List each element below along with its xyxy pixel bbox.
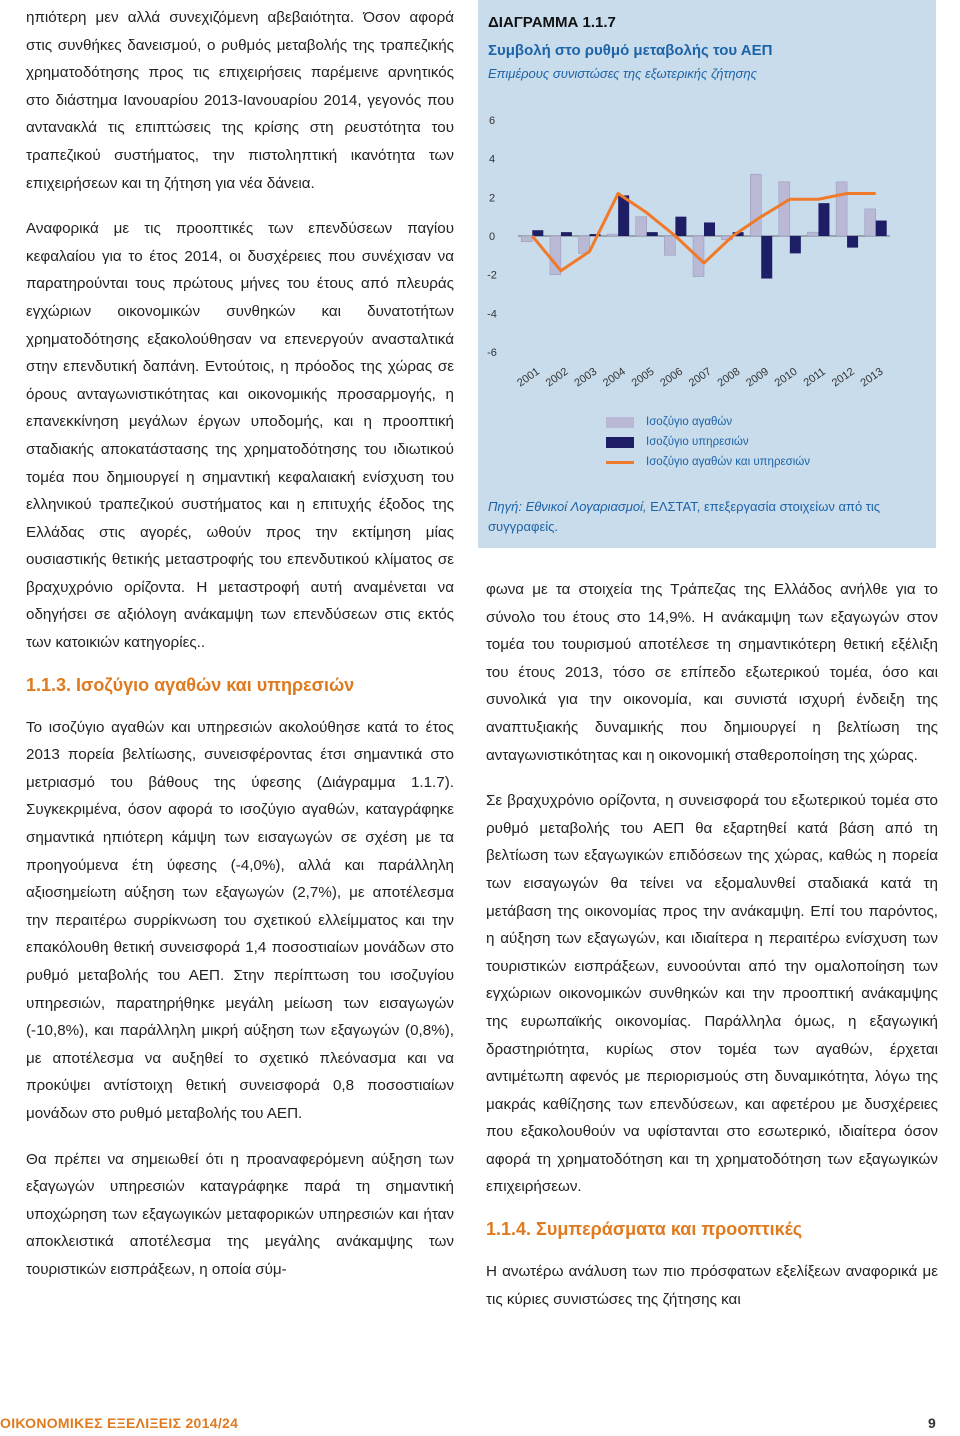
bar-goods xyxy=(521,236,532,242)
legend-swatch-total xyxy=(606,461,634,464)
y-tick-label: 2 xyxy=(488,192,496,205)
bar-services xyxy=(647,232,658,236)
bar-services xyxy=(704,222,715,236)
x-tick-label: 2009 xyxy=(744,365,771,390)
legend-label-goods: Ισοζύγιο αγαθών xyxy=(646,416,733,428)
bar-goods xyxy=(664,236,675,255)
source-text: ΕΛΣΤΑΤ, επεξεργασία στοιχείων από τις συγγραφείς. xyxy=(488,499,881,534)
page-number: 9 xyxy=(928,1415,936,1431)
chart-panel xyxy=(478,0,936,548)
bar-goods xyxy=(750,174,761,236)
bar-goods xyxy=(807,232,818,236)
bar-goods xyxy=(865,209,876,236)
y-tick-label: 0 xyxy=(488,231,496,243)
x-tick-label: 2013 xyxy=(858,365,886,390)
x-tick-label: 2011 xyxy=(801,365,828,390)
bar-goods xyxy=(779,182,790,236)
bar-services xyxy=(561,232,572,236)
y-tick-label: 6 xyxy=(488,115,496,127)
bar-services xyxy=(761,236,772,279)
chart-source xyxy=(488,497,928,537)
x-tick-label: 2001 xyxy=(515,365,543,390)
x-tick-label: 2012 xyxy=(829,365,857,390)
right-column xyxy=(486,576,938,1331)
chart-legend xyxy=(606,412,810,472)
bar-goods xyxy=(636,217,647,236)
y-tick-label: 4 xyxy=(488,153,496,166)
legend-item-services xyxy=(606,432,810,452)
right-paragraph-3: Η ανωτέρω ανάλυση των πιο πρόσφατων εξελίξεων αναφορικά με τις κύριες συνιστώσες της ζήτησης και xyxy=(486,1263,938,1308)
chart-title: Συμβολή στο ρυθμό μεταβολής του ΑΕΠ xyxy=(488,42,773,59)
y-tick-label: -6 xyxy=(487,347,497,359)
x-tick-label: 2008 xyxy=(715,365,743,390)
legend-item-goods xyxy=(606,412,810,432)
x-tick-label: 2002 xyxy=(543,365,571,390)
left-paragraph-2: Αναφορικά με τις προοπτικές των επενδύσεων παγίου κεφαλαίου για το έτος 2014, οι δυσχέρειες που συνέχισαν να παρατηρούνται τους πρώτους μήνες του έτους από πλευράς εγχώριων οικονομικών συνθηκών και δυνατοτήτων χρηματοδότησης εξακολούθησαν να επενεργούν ανασταλτικά στην επενδυτική δαπάνη. Εντούτοις, η πρόοδος της χώρας σε όρους ανταγωνιστικότητας και οικονομικής προσαρμογής, η επανεκκίνηση μεγάλων έργων υποδομής, και η προοπτική σταδιακής αποκατάστασης της χρηματοδότησης του ιδιωτικού τομέα που δημιουργεί η σημαντική κεφαλαιακή ενίσχυση του ελληνικού τραπεζικού συστήματος και η επιτυχής έξοδος της Ελλάδας στις αγορές, ωθούν προς την εκτίμηση μίας ουσιαστικής θετικής μεταστροφής του επενδυτικού κλίματος σε βραχυχρόνιο ορίζοντα. Η μεταστροφή αυτή αναμένεται να οδηγήσει σε αξιόλογη ανάκαμψη των επενδύσεων στις εκτός των κατοικιών κατηγορίες.. xyxy=(26,220,454,652)
x-tick-label: 2010 xyxy=(772,365,800,390)
left-paragraph-3: Το ισοζύγιο αγαθών και υπηρεσιών ακολούθησε κατά το έτος 2013 πορεία βελτίωσης, συνεισφέροντας έτσι σημαντικά στο μετριασμό του βάθους της ύφεσης (Διάγραμμα 1.1.7). Συγκεκριμένα, όσον αφορά το ισοζύγιο αγαθών, καταγράφηκε σημαντικά ηπιότερη κάμψη των εισαγωγών σε σχέση με τα προηγούμενα έτη ύφεσης (-4,0%), αλλά και παράλληλη αξιοσημείωτη αύξηση των εξαγωγών (2,7%), με αποτέλεσμα την περαιτέρω συρρίκνωση του σχετικού ελλείμματος και την επακόλουθη θετική συνεισφορά 1,4 ποσοστιαίων μονάδων στο ρυθμό μεταβολής του ΑΕΠ. Στην περίπτωση του ισοζυγίου υπηρεσιών, παρατηρήθηκε μεγάλη μείωση των εισαγωγών (-10,8%), και παράλληλη μικρή αύξηση των εξαγωγών (0,8%), με αποτέλεσμα να αυξηθεί το σχετικό πλεόνασμα και να προκύψει αντίστοιχη θετική συνεισφορά 0,8 ποσοστιαίων μονάδων στο ρυθμό μεταβολής του ΑΕΠ. xyxy=(26,718,454,1122)
right-paragraph-1: φωνα με τα στοιχεία της Τράπεζας της Ελλάδος ανήλθε για το σύνολο του έτους στο 14,9%. Η ανάκαμψη των εξαγωγών στον τομέα του τουρισμού αποτέλεσε τη σημαντικότερη θετική εξέλιξη του έτους 2013, τόσο σε επίπεδο εξωτερικού τομέα, όσο και συνολικά για την οικονομία, και συνιστά ισχυρή ένδειξη της αναπτυξιακής δυναμικής που δημιουργεί η βελτίωση της ανταγωνιστικότητας και η οικονομική σταθεροποίηση της χώρας. xyxy=(486,581,938,764)
legend-swatch-services xyxy=(606,437,634,448)
chart-plot xyxy=(478,96,936,406)
left-column xyxy=(26,4,454,1302)
bar-goods xyxy=(836,182,847,236)
legend-label-services: Ισοζύγιο υπηρεσιών xyxy=(646,436,749,448)
x-tick-label: 2003 xyxy=(572,365,600,390)
source-label: Πηγή: Εθνικοί Λογαριασμοί, xyxy=(488,499,647,514)
bar-services xyxy=(876,221,887,236)
right-paragraph-2: Σε βραχυχρόνιο ορίζοντα, η συνεισφορά του εξωτερικού τομέα στο ρυθμό μεταβολής του ΑΕΠ θα εξαρτηθεί κατά βάση από τη βελτίωση των εξαγωγικών επιδόσεων της χώρας, καθώς η πορεία των εισαγωγών θα τείνει να εξομαλυνθεί σταδιακά κατά τη μετάβαση της οικονομίας προς την ανάκαμψη. Επί του παρόντος, η αύξηση των εξαγωγών, και ιδιαίτερα η περαιτέρω ενίσχυση των τουριστικών εισπράξεων, ευνοούνται από την ομαλοποίηση των εγχώριων οικονομικών συνθηκών και την προοπτική ανάκαμψης της ευρωπαϊκής οικονομίας. Παράλληλα όμως, η εξαγωγική δραστηριότητα, κυρίως στον τομέα των αγαθών, έρχεται αντιμέτωπη αφενός με περιορισμούς στη δυναμικότητα, λόγω της μακράς καθίζησης των επενδύσεων, και αφετέρου με δυσχέρειες που εξακολουθούν να υφίστανται στο εσωτερικό, ιδιαίτερα όσον αφορά τη χρηματοδότηση και τη χρηματοδότηση των εξαγωγικών επιχειρήσεων. xyxy=(486,792,938,1196)
section-heading-1-1-4: 1.1.4. Συμπεράσματα και προοπτικές xyxy=(486,1219,803,1240)
section-heading-1-1-3: 1.1.3. Ισοζύγιο αγαθών και υπηρεσιών xyxy=(26,674,355,695)
left-paragraph-4: Θα πρέπει να σημειωθεί ότι η προαναφερόμενη αύξηση των εξαγωγών υπηρεσιών καταγράφηκε παρά τη σημαντική υποχώρηση των εξαγωγικών μεταφορικών υπηρεσιών και ήταν αποκλειστικά αποτέλεσμα της μεγάλης ανάκαμψης των τουριστικών εισπράξεων, η οποία σύμ- xyxy=(26,1150,454,1278)
chart-subtitle: Επιμέρους συνιστώσες της εξωτερικής ζήτησης xyxy=(488,66,757,81)
x-tick-label: 2007 xyxy=(686,365,714,390)
legend-label-total: Ισοζύγιο αγαθών και υπηρεσιών xyxy=(646,456,810,468)
legend-swatch-goods xyxy=(606,417,634,428)
legend-item-total xyxy=(606,452,810,472)
bar-goods xyxy=(607,234,618,236)
y-tick-label: -2 xyxy=(487,269,497,282)
bar-services xyxy=(532,230,543,236)
y-tick-label: -4 xyxy=(487,308,497,321)
bar-services xyxy=(675,217,686,236)
bar-services xyxy=(818,203,829,236)
footer-publication: ΟΙΚΟΝΟΜΙΚΕΣ ΕΞΕΛΙΞΕΙΣ 2014/24 xyxy=(0,1415,239,1431)
bar-services xyxy=(790,236,801,253)
x-tick-label: 2005 xyxy=(629,365,657,390)
chart-label: ΔΙΑΓΡΑΜΜΑ 1.1.7 xyxy=(488,14,616,31)
left-paragraph-1: ηπιότερη μεν αλλά συνεχιζόμενη αβεβαιότητα. Όσον αφορά στις συνθήκες δανεισμού, ο ρυθμός μεταβολής της τραπεζικής χρηματοδότησης προς τις επιχειρήσεις παρέμεινε αρνητικός στο διάστημα Ιανουαρίου 2013-Ιανουαρίου 2014, γεγονός που αντανακλά τις επιπτώσεις της κρίσης στη ρευστότητα του τραπεζικού συστήματος, την πιστοληπτική ικανότητα των επιχειρήσεων και τη ζήτηση για νέα δάνεια. xyxy=(26,9,454,192)
x-tick-label: 2004 xyxy=(600,365,628,390)
bar-services xyxy=(847,236,858,248)
x-tick-label: 2006 xyxy=(658,365,686,390)
